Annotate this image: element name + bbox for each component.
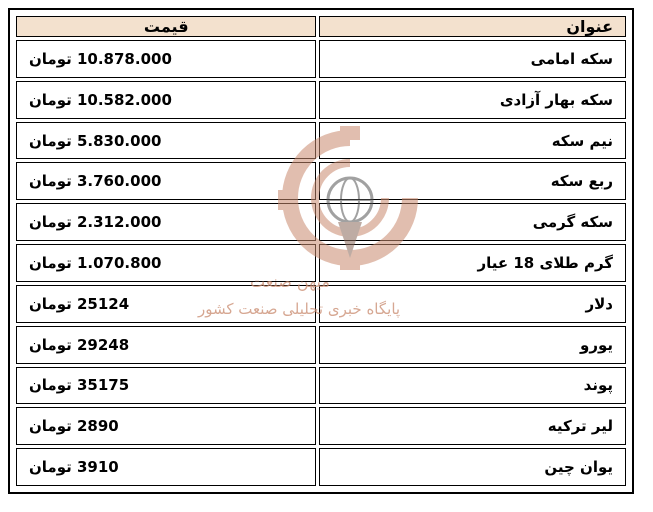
price-table — [13, 13, 629, 489]
row-price: 3.760.000 تومان — [16, 162, 316, 200]
row-price: 1.070.800 تومان — [16, 244, 316, 282]
row-title: یورو — [319, 326, 626, 364]
row-title: دلار — [319, 285, 626, 323]
row-title: ربع سکه — [319, 162, 626, 200]
table-row — [16, 162, 626, 200]
row-title: سکه گرمی — [319, 203, 626, 241]
row-title: سکه امامی — [319, 40, 626, 78]
table-row — [16, 407, 626, 445]
table-row — [16, 81, 626, 119]
table-row — [16, 326, 626, 364]
table-row — [16, 40, 626, 78]
row-price: 2.312.000 تومان — [16, 203, 316, 241]
row-price: 2890 تومان — [16, 407, 316, 445]
price-table-container — [8, 8, 634, 494]
row-price: 5.830.000 تومان — [16, 122, 316, 160]
row-title: گرم طلای 18 عیار — [319, 244, 626, 282]
table-row — [16, 285, 626, 323]
header-price: قیمت — [16, 16, 316, 37]
row-title: یوان چین — [319, 448, 626, 486]
row-price: 10.582.000 تومان — [16, 81, 316, 119]
table-row — [16, 122, 626, 160]
header-title: عنوان — [319, 16, 626, 37]
row-price: 3910 تومان — [16, 448, 316, 486]
row-title: سکه بهار آزادی — [319, 81, 626, 119]
row-price: 25124 تومان — [16, 285, 316, 323]
watermark-title: میهن صنعت — [250, 272, 330, 291]
table-row — [16, 203, 626, 241]
row-title: لیر ترکیه — [319, 407, 626, 445]
table-row — [16, 367, 626, 405]
header-row — [16, 16, 626, 37]
table-row — [16, 244, 626, 282]
row-price: 29248 تومان — [16, 326, 316, 364]
row-title: پوند — [319, 367, 626, 405]
row-price: 10.878.000 تومان — [16, 40, 316, 78]
table-row — [16, 448, 626, 486]
watermark-subtitle: پایگاه خبری تحلیلی صنعت کشور — [198, 300, 401, 318]
row-price: 35175 تومان — [16, 367, 316, 405]
row-title: نیم سکه — [319, 122, 626, 160]
